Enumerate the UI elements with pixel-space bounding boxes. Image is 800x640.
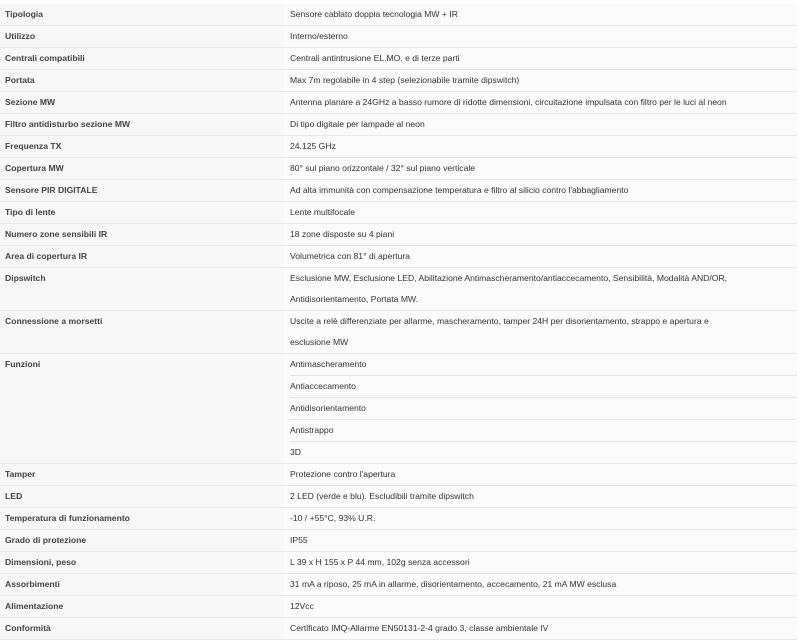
spec-label-text: Temperatura di funzionamento <box>5 513 130 523</box>
spec-row <box>0 4 797 26</box>
spec-value <box>284 114 797 136</box>
spec-value-line: 18 zone disposte su 4 piani <box>290 229 395 239</box>
spec-function-item: Antistrappo <box>290 420 797 442</box>
spec-label-text: Numero zone sensibili IR <box>5 229 108 239</box>
spec-row <box>0 311 797 354</box>
spec-row <box>0 618 797 640</box>
spec-value-line: Ad alta immunità con compensazione temperatura e filtro al silicio contro l'abbagliamento <box>290 185 629 195</box>
spec-row <box>0 48 797 70</box>
spec-row <box>0 552 797 574</box>
spec-row <box>0 464 797 486</box>
spec-label-text: Grado di protezione <box>5 535 87 545</box>
spec-label <box>0 246 284 268</box>
spec-label-text: Connessione a morsetti <box>5 316 103 326</box>
spec-label-text: Utilizzo <box>5 31 36 41</box>
spec-value-line: L 39 x H 155 x P 44 mm, 102g senza accessori <box>290 557 470 567</box>
spec-label-text: Dimensioni, peso <box>5 557 77 567</box>
spec-label <box>0 202 284 224</box>
spec-label-text: Filtro antidisturbo sezione MW <box>5 119 131 129</box>
spec-value-line: Protezione contro l'apertura <box>290 469 396 479</box>
spec-value-line: 2 LED (verde e blu). Escludibili tramite dipswitch <box>290 491 474 501</box>
spec-value-line: esclusione MW <box>290 337 349 347</box>
spec-label-text: Portata <box>5 75 35 85</box>
spec-row <box>0 486 797 508</box>
spec-row <box>0 158 797 180</box>
spec-row <box>0 224 797 246</box>
spec-value <box>284 180 797 202</box>
spec-label <box>0 4 284 26</box>
spec-label <box>0 136 284 158</box>
spec-value <box>284 70 797 92</box>
spec-label-text: Copertura MW <box>5 163 64 173</box>
spec-label-text: Funzioni <box>5 359 41 369</box>
spec-value-line: Di tipo digitale per lampade al neon <box>290 119 425 129</box>
spec-label <box>0 26 284 48</box>
spec-value <box>284 486 797 508</box>
spec-value-line: -10 / +55°C, 93% U.R. <box>290 513 376 523</box>
spec-value <box>284 552 797 574</box>
spec-label <box>0 530 284 552</box>
spec-label-text: Tipo di lente <box>5 207 56 217</box>
spec-label-text: Dipswitch <box>5 273 46 283</box>
spec-label <box>0 354 284 464</box>
spec-value-line: Sensore cablato doppia tecnologia MW + IR <box>290 9 458 19</box>
spec-label <box>0 224 284 246</box>
spec-label-text: Area di copertura IR <box>5 251 88 261</box>
spec-row <box>0 530 797 552</box>
spec-value-line: 80° sul piano orizzontale / 32° sul piano verticale <box>290 163 476 173</box>
spec-value <box>284 596 797 618</box>
spec-label-text: Conformità <box>5 623 51 633</box>
spec-row <box>0 268 797 311</box>
spec-value <box>284 26 797 48</box>
spec-label-text: Sezione MW <box>5 97 56 107</box>
spec-row <box>0 354 797 464</box>
spec-label <box>0 618 284 640</box>
spec-row <box>0 574 797 596</box>
spec-label <box>0 486 284 508</box>
spec-row <box>0 246 797 268</box>
spec-label <box>0 48 284 70</box>
spec-value-line: Uscite a relè differenziate per allarme, mascheramento, tamper 24H per disorientamento, strappo e apertura e <box>290 316 709 326</box>
spec-value <box>284 158 797 180</box>
spec-label <box>0 552 284 574</box>
spec-label <box>0 92 284 114</box>
spec-label <box>0 268 284 311</box>
spec-row <box>0 114 797 136</box>
spec-value <box>284 508 797 530</box>
spec-value-line: IP55 <box>290 535 308 545</box>
specifications-table <box>0 4 797 640</box>
spec-value-line: Interno/esterno <box>290 31 348 41</box>
spec-value <box>284 202 797 224</box>
spec-value <box>284 224 797 246</box>
spec-value <box>284 136 797 158</box>
spec-value-line: Max 7m regolabile in 4 step (selezionabile tramite dipswitch) <box>290 75 520 85</box>
spec-function-item: Antidisorientamento <box>290 398 797 420</box>
spec-label <box>0 574 284 596</box>
spec-label-text: Centrali compatibili <box>5 53 85 63</box>
spec-label-text: Alimentazione <box>5 601 64 611</box>
spec-value-line: Certificato IMQ-Allarme EN50131-2-4 grado 3, classe ambientale IV <box>290 623 549 633</box>
spec-label <box>0 158 284 180</box>
spec-label-text: Tipologia <box>5 9 44 19</box>
spec-value-line: Centrali antintrusione EL.MO. e di terze parti <box>290 53 460 63</box>
spec-value <box>284 268 797 311</box>
spec-value <box>284 48 797 70</box>
spec-function-item: Antiaccecamento <box>290 376 797 398</box>
spec-label <box>0 180 284 202</box>
spec-row <box>0 180 797 202</box>
spec-label-text: Frequenza TX <box>5 141 62 151</box>
spec-label <box>0 114 284 136</box>
spec-row <box>0 70 797 92</box>
spec-row <box>0 202 797 224</box>
spec-value <box>284 530 797 552</box>
spec-value-line: Lente multifocale <box>290 207 355 217</box>
spec-row <box>0 92 797 114</box>
spec-row <box>0 508 797 530</box>
specifications-table-body <box>0 4 797 640</box>
spec-value-line: 24.125 GHz <box>290 141 336 151</box>
spec-value <box>284 246 797 268</box>
spec-value-line: Antidisorientamento, Portata MW. <box>290 294 419 304</box>
spec-function-item: Antimascheramento <box>290 354 797 376</box>
spec-value <box>284 354 797 464</box>
spec-label-text: Assorbimenti <box>5 579 60 589</box>
spec-value-line: 12Vcc <box>290 601 314 611</box>
spec-label <box>0 70 284 92</box>
spec-row <box>0 26 797 48</box>
spec-label <box>0 311 284 354</box>
spec-label <box>0 464 284 486</box>
spec-value <box>284 4 797 26</box>
spec-row <box>0 136 797 158</box>
spec-value-line: 31 mA a riposo, 25 mA in allarme, disorientamento, accecamento, 21 mA MW esclusa <box>290 579 617 589</box>
spec-row <box>0 596 797 618</box>
spec-value <box>284 618 797 640</box>
spec-label <box>0 596 284 618</box>
spec-label-text: Sensore PIR DIGITALE <box>5 185 98 195</box>
spec-label-text: Tamper <box>5 469 36 479</box>
spec-value <box>284 92 797 114</box>
spec-value-line: Volumetrica con 81° di apertura <box>290 251 410 261</box>
spec-value <box>284 311 797 354</box>
spec-value-line: Antenna planare a 24GHz a basso rumore di ridotte dimensioni, circuitazione impulsata con filtro per le luci al neon <box>290 97 727 107</box>
spec-label <box>0 508 284 530</box>
spec-value <box>284 464 797 486</box>
spec-value <box>284 574 797 596</box>
spec-function-item: 3D <box>290 447 301 457</box>
spec-label-text: LED <box>5 491 23 501</box>
spec-value-line: Esclusione MW, Esclusione LED, Abilitazione Antimascheramento/antiaccecamento, Sensibilità, Modalità AND/OR, <box>290 273 728 283</box>
